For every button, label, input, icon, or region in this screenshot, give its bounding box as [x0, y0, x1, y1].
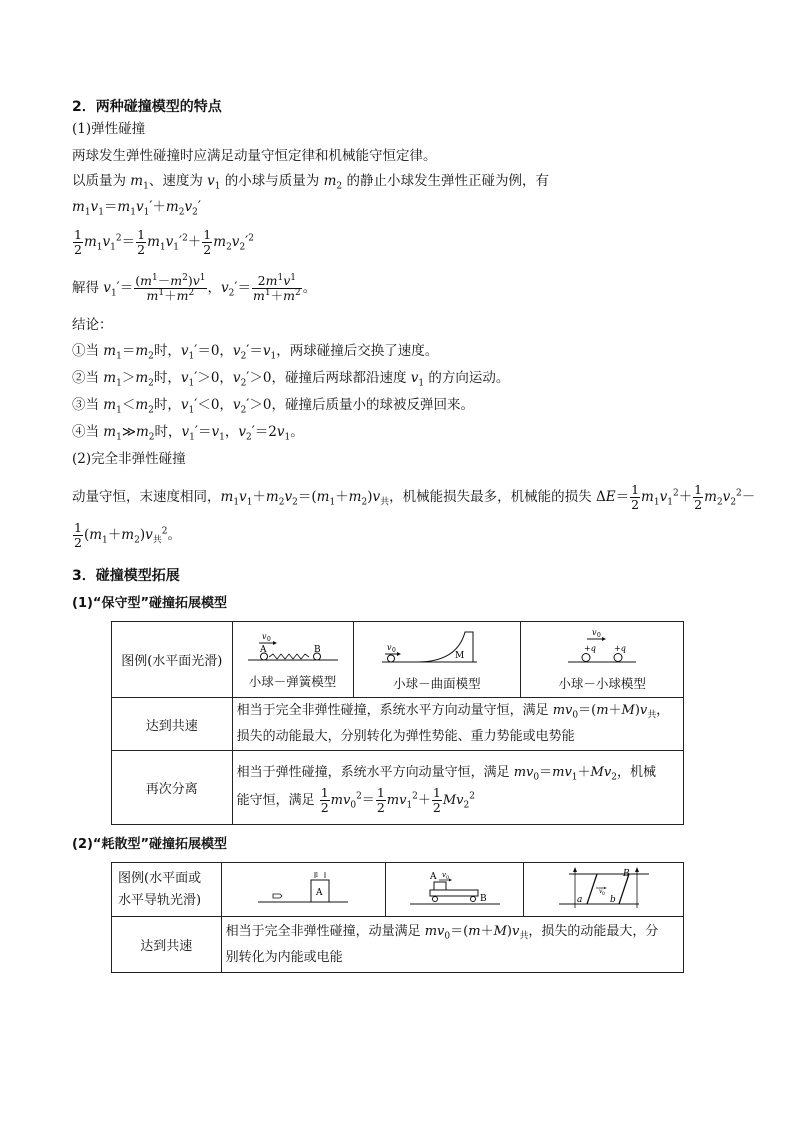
paragraph-example: 以质量为 $m_1$、速度为 $v_1$ 的小球与质量为 $m_2$ 的静止小球发生弹性正碰为例，有 [72, 173, 549, 192]
svg-text:+q: +q [584, 643, 596, 653]
subsection-conservative-title: (1)“保守型”碰撞拓展模型 [72, 596, 228, 611]
dissipative-legend-header: 图例(水平面或 水平导轨光滑) [112, 863, 222, 917]
svg-text:B: B [622, 868, 630, 879]
ball-ball-diagram [562, 628, 642, 668]
dissipative-model-table [111, 862, 684, 973]
svg-text:0: 0 [445, 874, 449, 881]
conclusion-3: ③当 $m_1<m_2$时，$v_1'<0$，$v_2'>0$，碰撞后质量小的球被反弹回来。 [72, 397, 474, 416]
bullet-block-diagram [253, 868, 353, 908]
inelastic-paragraph-line2: $\frac{1}{2}$ $(m_1+m_2)v_共^2$。 [74, 520, 181, 550]
subsection-dissipative-title: (2)“耗散型”碰撞拓展模型 [72, 837, 228, 852]
paragraph-elastic-intro: 两球发生弹性碰撞时应满足动量守恒定律和机械能守恒定律。 [72, 148, 437, 164]
dissipative-common-velocity-description: 相当于完全非弹性碰撞，动量满足 $mv_0=(m+M)v_共$，损失的动能最大，分 别转化为内能或电能 [221, 917, 683, 973]
svg-text:l: l [316, 871, 319, 879]
block-plank-diagram [405, 868, 505, 908]
section-2-title: 2．两种碰撞模型的特点 [72, 99, 222, 115]
conservative-model-table [111, 621, 684, 825]
svg-text:M: M [454, 650, 465, 661]
energy-equation: $\frac{1}{2}$ $m_1v_1^2=$ $\frac{1}{2}$ $m_1v_1'^2+$ $\frac{1}{2}$ $m_2v_2'^2$ [74, 227, 254, 257]
conclusion-2: ②当 $m_1>m_2$时，$v_1'>0$，$v_2'>0$，碰撞后两球都沿速度 $v_1$ 的方向运动。 [72, 370, 510, 389]
rail-rods-figure-cell [524, 863, 684, 917]
separation-header: 再次分离 [112, 751, 233, 825]
subsection-elastic-title: (1)弹性碰撞 [72, 121, 146, 137]
svg-text:A: A [259, 644, 267, 655]
ball-spring-diagram [243, 630, 343, 666]
svg-text:0: 0 [601, 891, 605, 897]
svg-text:0: 0 [597, 631, 601, 639]
common-velocity-description: 相当于完全非弹性碰撞，系统水平方向动量守恒，满足 $mv_0=(m+M)v_共$， 损失的动能最大，分别转化为弹性势能、重力势能或电势能 [232, 698, 683, 751]
conclusion-4: ④当 $m_1≫m_2$时，$v_1'=v_1$，$v_2'=2v_1$。 [72, 424, 304, 443]
caption-ball-curved-surface: 小球－曲面模型 [393, 675, 481, 691]
dissipative-common-velocity-header: 达到共速 [112, 917, 222, 973]
inelastic-paragraph-line1: 动量守恒，末速度相同，$m_1v_1+m_2v_2=(m_1+m_2)v_共$，机械能损失最多，机械能的损失 ΔE＝ $\frac{1}{2}$ $m_1v_1^2+$ $\frac{1}{2}$ $m_2v_2^2-$ [72, 482, 756, 512]
svg-text:v: v [592, 627, 597, 637]
svg-text:v: v [261, 631, 267, 641]
svg-text:v: v [441, 870, 446, 879]
ball-curved-surface-figure-cell [353, 622, 521, 698]
bullet-block-figure-cell [221, 863, 386, 917]
svg-text:v: v [598, 887, 602, 895]
svg-text:0: 0 [266, 635, 271, 643]
common-velocity-header: 达到共速 [112, 698, 233, 751]
svg-text:+q: +q [614, 643, 626, 653]
conclusion-1: ①当 $m_1=m_2$时，$v_1'=0$，$v_2'=v_1$，两球碰撞后交换了速度。 [72, 343, 439, 362]
ball-curved-surface-diagram [377, 628, 497, 668]
legend-header-cell: 图例(水平面光滑) [112, 622, 233, 698]
section-3-title: 3．碰撞模型拓展 [72, 568, 180, 584]
subsection-inelastic-title: (2)完全非弹性碰撞 [72, 451, 186, 467]
conclusion-label: 结论： [72, 317, 113, 333]
ball-ball-figure-cell [521, 622, 684, 698]
svg-text:B: B [479, 893, 487, 904]
caption-ball-ball: 小球－小球模型 [558, 675, 646, 691]
svg-text:0: 0 [391, 646, 396, 654]
svg-text:v: v [386, 642, 392, 652]
block-plank-figure-cell [386, 863, 524, 917]
momentum-equation: $m_1v_1=m_1v_1'+m_2v_2'$ [72, 199, 201, 218]
svg-text:A: A [316, 887, 323, 898]
svg-text:A: A [429, 871, 437, 882]
separation-description: 相当于弹性碰撞，系统水平方向动量守恒，满足 $mv_0=mv_1+Mv_2$，机械 能守恒，满足 $\frac{1}{2}$ $mv_0^2=$ $\frac{1}{2}$ $mv_1^2+$ $\frac{1}{2}$ $Mv_2^2$ [232, 751, 683, 825]
svg-text:b: b [609, 894, 616, 905]
solution-equation: 解得 $v_1'=$ $\frac{(m^1-m^2)v^1}{m^1+m^2}$ ，$v_2'=$ $\frac{2m^1v^1}{m^1+m^2}$ 。 [72, 272, 317, 303]
ball-spring-figure-cell [232, 622, 353, 698]
caption-ball-spring: 小球－弹簧模型 [248, 673, 337, 689]
svg-text:B: B [313, 644, 321, 655]
rail-rods-magnetic-diagram [549, 866, 659, 910]
svg-text:a: a [576, 894, 582, 905]
